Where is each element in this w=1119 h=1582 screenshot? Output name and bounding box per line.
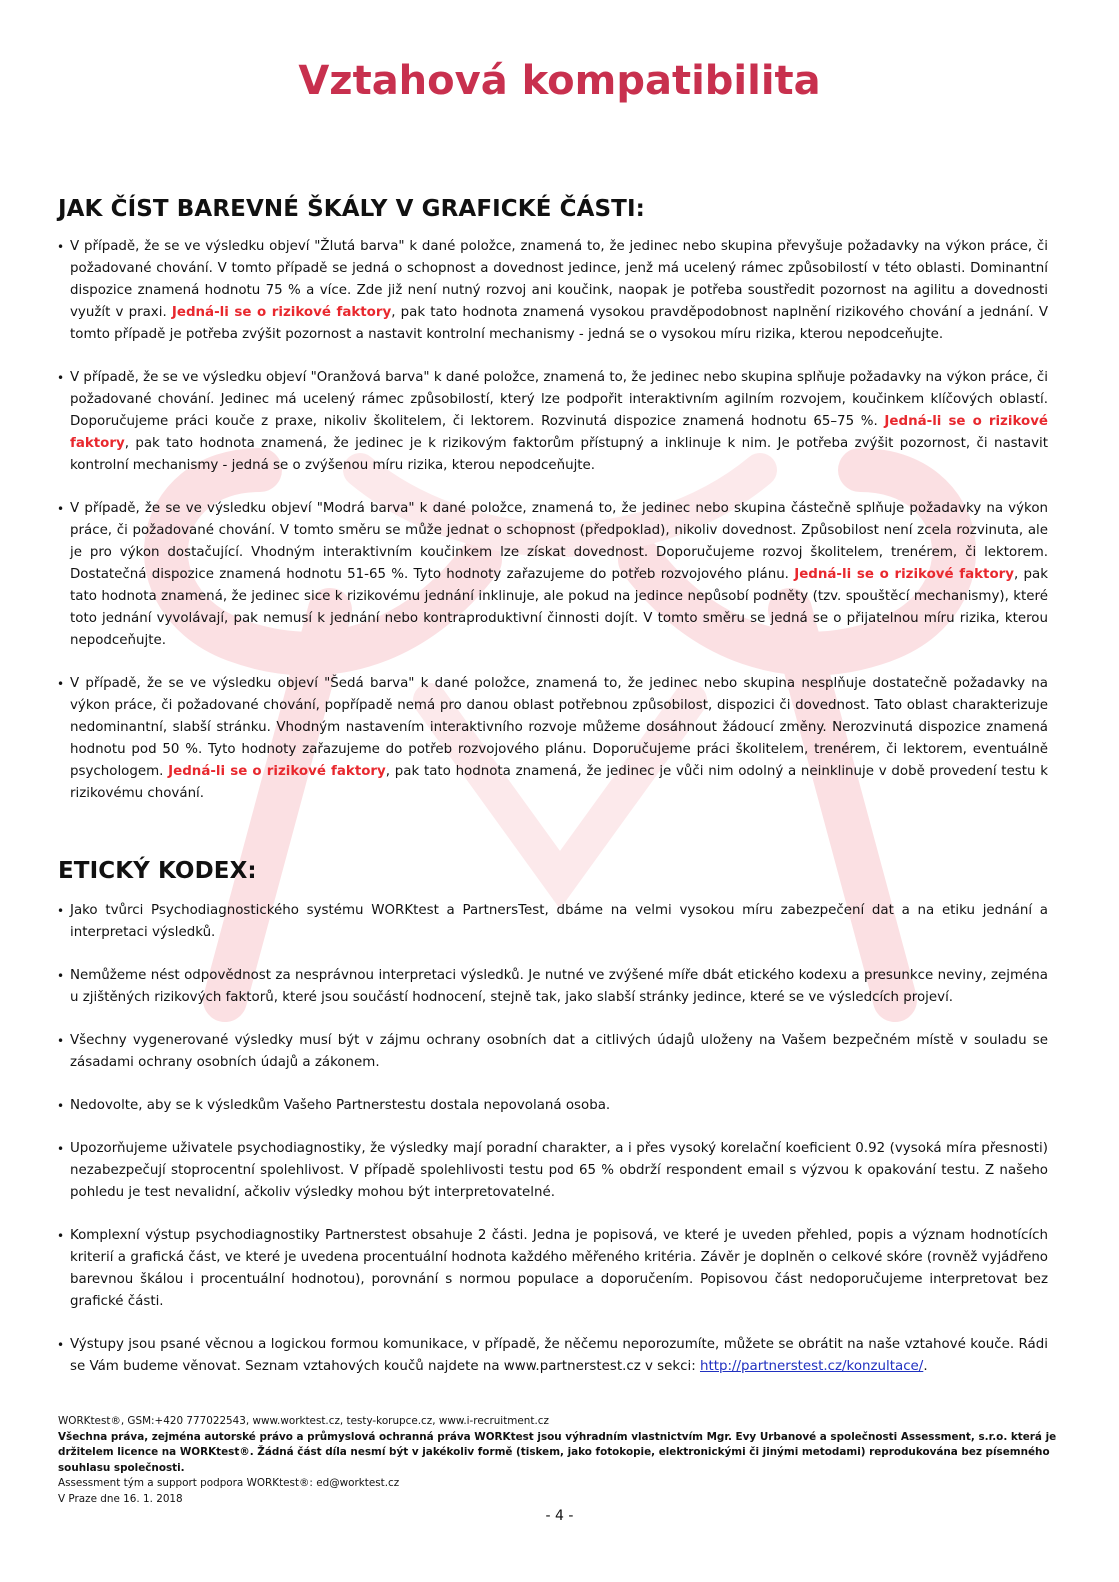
list-item: • Komplexní výstup psychodiagnostiky Partnerstest obsahuje 2 části. Jedna je popisová, ve které je uveden přehled, popis a význam hodnotících kriterií a grafická část, ve které je uvedena procentuální hodnota každého měřeného kritéria. Závěr je doplněn o celkové skóre (rovněž vyjádřeno barevnou škálou i procentuální hodnotou), porovnání s normou populace a doporučením. Popisovou část nedoporučujeme interpretovat bez grafické části. — [58, 1225, 1048, 1313]
list-item: • Upozorňujeme uživatele psychodiagnostiky, že výsledky mají poradní charakter, a i přes vysoký korelační koeficient 0.92 (vysoká míra přesnosti) nezabezpečují stoprocentní spolehlivost. V případě spolehlivosti testu pod 65 % obdrží respondent email s výzvou k opakování testu. Z našeho pohledu je test nevalidní, ačkoliv výsledky mohou být interpretovatelné. — [58, 1138, 1048, 1204]
consultation-link[interactable]: http://partnerstest.cz/konzultace/ — [699, 1359, 924, 1374]
list-item-blue: • V případě, že se ve výsledku objeví "Modrá barva" k dané položce, znamená to, že jedinec nebo skupina částečně splňuje požadavky na výkon práce, či požadované chování. V tomto směru se může jednat o schopnost (předpoklad), nikoliv dovednost. Způsobilost není zcela rozvinuta, ale je pro výkon dostačující. Vhodným interaktivním koučinkem lze získat dovednost. Doporučujeme rozvoj školitelem, trenérem, či lektorem. Dostatečná dispozice znamená hodnotu 51-65 %. Tyto hodnoty zařazujeme do potřeb rozvojového plánu. Jedná-li se o rizikové faktory, pak tato hodnota znamená, že jedinec sice k rizikovému jednání inklinuje, ale pokud na jedince nepůsobí podněty (tzv. spouštěcí mechanismy), které toto jednání vyvolávají, pak nemusí k jednání nebo kontraproduktivní činnosti dojít. V tomto směru se jedná se o přijatelnou míru rizika, kterou nepodceňujte. — [58, 498, 1048, 652]
list-item: • Nedovolte, aby se k výsledkům Vašeho Partnerstestu dostala nepovolaná osoba. — [58, 1095, 1048, 1117]
list-item-consultation: • Výstupy jsou psané věcnou a logickou formou komunikace, v případě, že něčemu neporozumíte, můžete se obrátit na naše vztahové kouče. Rádi se Vám budeme věnovat. Seznam vztahových koučů najdete na www.partnerstest.cz v sekci: http://partnerstest.cz/konzultace/. — [58, 1334, 1048, 1378]
page-title: Vztahová kompatibilita — [298, 58, 821, 104]
section-heading-color-scales: JAK ČÍST BAREVNÉ ŠKÁLY V GRAFICKÉ ČÁSTI: — [58, 196, 645, 222]
footer-contact: WORKtest®, GSM:+420 777022543, www.worktest.cz, testy-korupce.cz, www.i-recruitment.cz — [58, 1415, 549, 1427]
list-item: • Nemůžeme nést odpovědnost za nesprávnou interpretaci výsledků. Je nutné ve zvýšené míře dbát etického kodexu a presunkce neviny, zejména u zjištěných rizikových faktorů, které jsou součástí hodnocení, stejně tak, jako slabší stránky jedince, které se ve výsledcích projeví. — [58, 965, 1048, 1009]
footer-support: Assessment tým a support podpora WORKtest®: ed@worktest.cz — [58, 1477, 400, 1489]
page-number: - 4 - — [545, 1508, 574, 1524]
footer-copyright: Všechna práva, zejména autorské právo a průmyslová ochranná práva WORKtest jsou výhradním vlastnictvím Mgr. Evy Urbanové a společnosti Assessment, s.r.o. která je držitelem licence na WORKtest®. Žádná část díla nesmí být v jakékoliv formě (tiskem, jako fotokopie, elektronickými či jinými metodami) reprodukována bez písemného souhlasu společnosti. — [58, 1430, 1057, 1474]
list-item: • Všechny vygenerované výsledky musí být v zájmu ochrany osobních dat a citlivých údajů uloženy na Vašem bezpečném místě v souladu se zásadami ochrany osobních údajů a zákonem. — [58, 1030, 1048, 1074]
list-item-gray: • V případě, že se ve výsledku objeví "Šedá barva" k dané položce, znamená to, že jedinec nebo skupina nesplňuje dostatečně požadavky na výkon práce, či požadované chování, popřípadě nemá pro danou oblast potřebnou způsobilost, dispozici či dovednost. Tato oblast charakterizuje nedominantní, slabší stránku. Vhodným nastavením interaktivního rozvoje můžeme dosáhnout žádoucí změny. Nerozvinutá dispozice znamená hodnotu pod 50 %. Tyto hodnoty zařazujeme do potřeb rozvojového plánu. Doporučujeme práci školitelem, trenérem, či lektorem, eventuálně psychologem. Jedná-li se o rizikové faktory, pak tato hodnota znamená, že jedinec je vůči nim odolný a neinklinuje v době provedení testu k rizikovému chování. — [58, 673, 1048, 805]
ethics-list — [58, 900, 1048, 1399]
footer — [58, 1414, 1058, 1507]
section-heading-ethics: ETICKÝ KODEX: — [58, 858, 257, 884]
color-scales-list — [58, 236, 1048, 826]
footer-date: V Praze dne 16. 1. 2018 — [58, 1492, 183, 1505]
list-item-yellow: • V případě, že se ve výsledku objeví "Žlutá barva" k dané položce, znamená to, že jedinec nebo skupina převyšuje požadavky na výkon práce, či požadované chování. V tomto případě se jedná o schopnost a dovednost jedince, jenž má ucelený rámec způsobilostí v této oblasti. Dominantní dispozice znamená hodnotu 75 % a více. Zde již není nutný rozvoj ani koučink, naopak je potřeba soustředit pozornost na agilitu a dovednosti využít v praxi. Jedná-li se o rizikové faktory, pak tato hodnota znamená vysokou pravděpodobnost naplnění rizikového chování a jednání. V tomto případě je potřeba zvýšit pozornost a nastavit kontrolní mechanismy - jedná se o vysokou míru rizika, kterou nepodceňujte. — [58, 236, 1048, 346]
list-item-orange: • V případě, že se ve výsledku objeví "Oranžová barva" k dané položce, znamená to, že jedinec nebo skupina splňuje požadavky na výkon práce, či požadované chování. Jedinec má ucelený rámec způsobilostí, který lze podpořit interaktivním agilním rozvojem, koučinkem klíčových oblastí. Doporučujeme práci kouče z praxe, nikoliv školitelem, či lektorem. Rozvinutá dispozice znamená hodnotu 65–75 %. Jedná-li se o rizikové faktory, pak tato hodnota znamená, že jedinec je k rizikovým faktorům přístupný a inklinuje k nim. Je potřeba zvýšit pozornost, či nastavit kontrolní mechanismy - jedná se o zvýšenou míru rizika, kterou nepodceňujte. — [58, 367, 1048, 477]
list-item: • Jako tvůrci Psychodiagnostického systému WORKtest a PartnersTest, dbáme na velmi vysokou míru zabezpečení dat a na etiku jednání a interpretaci výsledků. — [58, 900, 1048, 944]
